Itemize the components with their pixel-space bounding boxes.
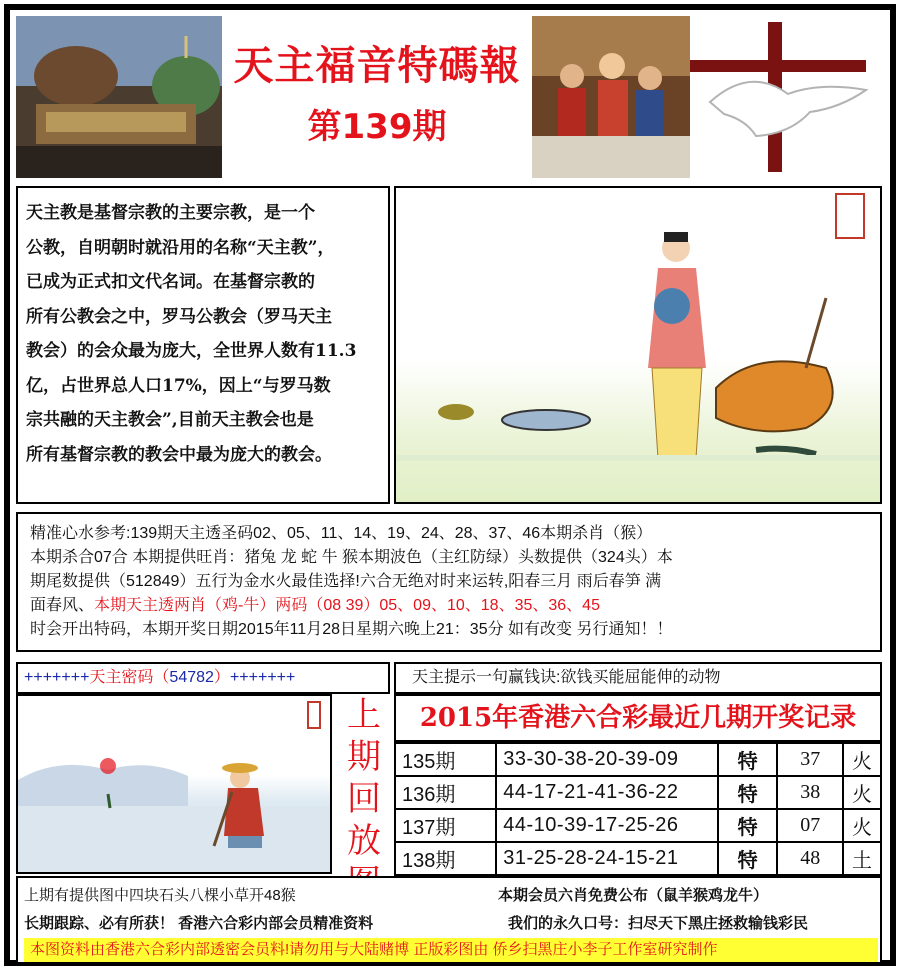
numbers-cell: 31-25-28-24-15-21 <box>496 842 718 875</box>
element-cell: 火 <box>843 743 881 776</box>
table-row <box>395 743 881 776</box>
newspaper-title: 天主福音特碼報 <box>233 43 521 89</box>
te-label-cell: 特 <box>718 842 778 875</box>
period-cell: 135期 <box>395 743 496 776</box>
element-cell: 土 <box>843 842 881 875</box>
period-cell: 136期 <box>395 776 496 809</box>
info-line-1: 精准心水参考:139期天主透圣码02、05、11、14、19、24、28、37、46本期杀肖（猴） <box>30 525 653 542</box>
footer-disclaimer-banner: 本图资料由香港六合彩内部透密会员料!请勿用与大陆赌博 正版彩图由 侨乡扫黑庄小李子工作室研究制作 <box>24 938 878 962</box>
plus-decoration-left: +++++++ <box>24 669 90 686</box>
replay-char: 回 <box>347 779 381 819</box>
footer-last-issue-note: 上期有提供图中四块石头八棵小草开48猴 <box>24 887 296 904</box>
period-cell: 138期 <box>395 842 496 875</box>
info-line-3: 期尾数提供（512849）五行为金水火最佳选择!六合无绝对时来运转,阳春三月 雨后春笋 满 <box>30 573 662 590</box>
table-row <box>395 842 881 875</box>
special-number-cell: 37 <box>777 743 843 776</box>
replay-char: 上 <box>347 695 381 735</box>
prediction-info-box <box>16 512 882 652</box>
intro-line: 教会）的会众最为庞大，全世界人数有11.3 <box>26 341 357 361</box>
intro-line: 亿，占世界总人口17%，因上“与罗马数 <box>26 375 331 396</box>
cross-dove-image <box>690 16 882 178</box>
replay-char: 期 <box>347 737 381 777</box>
period-cell: 137期 <box>395 809 496 842</box>
intro-line: 宗共融的天主教会”,目前天主教会也是 <box>26 410 314 430</box>
replay-char: 放 <box>347 821 381 861</box>
info-line-4 <box>30 594 868 618</box>
lady-with-mirror-illustration <box>394 186 882 504</box>
secret-code-value: 54782 <box>169 669 214 686</box>
table-row <box>395 809 881 842</box>
te-label-cell: 特 <box>718 776 778 809</box>
last-issue-replay-label <box>336 694 392 874</box>
newspaper-title-block <box>222 16 532 178</box>
te-label-cell: 特 <box>718 743 778 776</box>
draw-records-title: 2015年香港六合彩最近几期开奖记录 <box>394 694 882 742</box>
info-highlight-text: 本期天主透两肖（鸡-牛）两码（08 39）05、09、10、18、35、36、45 <box>94 597 600 614</box>
special-number-cell: 07 <box>777 809 843 842</box>
last-supper-image <box>532 16 690 178</box>
info-line-5: 时会开出特码，本期开奖日期2015年11月28日星期六晚上21：35分 如有改变 另行通知！！ <box>30 621 673 638</box>
numbers-cell: 44-10-39-17-25-26 <box>496 809 718 842</box>
intro-line: 天主教是基督宗教的主要宗教，是一个 <box>26 203 315 223</box>
info-line-4-prefix: 面春风、 <box>30 597 95 614</box>
hint-box: 天主提示一句赢钱诀:欲钱买能屈能伸的动物 <box>394 662 882 694</box>
footer-box <box>16 876 882 964</box>
table-row <box>395 776 881 809</box>
footer-permanent-slogan: 我们的永久口号：扫尽天下黑庄拯救输钱彩民 <box>508 915 809 932</box>
secret-code-label: 天主密码（ <box>89 669 170 686</box>
issue-number: 第139期 <box>307 107 447 147</box>
intro-line: 所有公教会之中，罗马公教会（罗马天主 <box>26 306 332 327</box>
info-line-2: 本期杀合07合 本期提供旺肖：猪兔 龙 蛇 牛 猴本期波色（主红防绿）头数提供（324头）本 <box>30 549 673 566</box>
intro-line: 所有基督宗教的教会中最为庞大的教会。 <box>26 444 332 465</box>
intro-line: 已成为正式扣文代名词。在基督宗教的 <box>26 272 315 292</box>
intro-text-box <box>16 186 390 504</box>
intro-line: 公教，自明朝时就沿用的名称“天主教”， <box>26 237 335 258</box>
church-image <box>16 16 222 178</box>
numbers-cell: 33-30-38-20-39-09 <box>496 743 718 776</box>
element-cell: 火 <box>843 809 881 842</box>
secret-code-close: ） <box>213 669 230 686</box>
special-number-cell: 48 <box>777 842 843 875</box>
draw-records-table <box>394 742 882 876</box>
farmer-illustration <box>16 694 332 874</box>
secret-code-box <box>16 662 390 694</box>
element-cell: 火 <box>843 776 881 809</box>
numbers-cell: 44-17-21-41-36-22 <box>496 776 718 809</box>
footer-tracking-slogan: 长期跟踪、必有所获！ 香港六合彩内部会员精准资料 <box>24 915 374 932</box>
special-number-cell: 38 <box>777 776 843 809</box>
footer-member-zodiac: 本期会员六肖免费公布（鼠羊猴鸡龙牛） <box>498 887 769 904</box>
plus-decoration-right: +++++++ <box>229 669 296 686</box>
te-label-cell: 特 <box>718 809 778 842</box>
